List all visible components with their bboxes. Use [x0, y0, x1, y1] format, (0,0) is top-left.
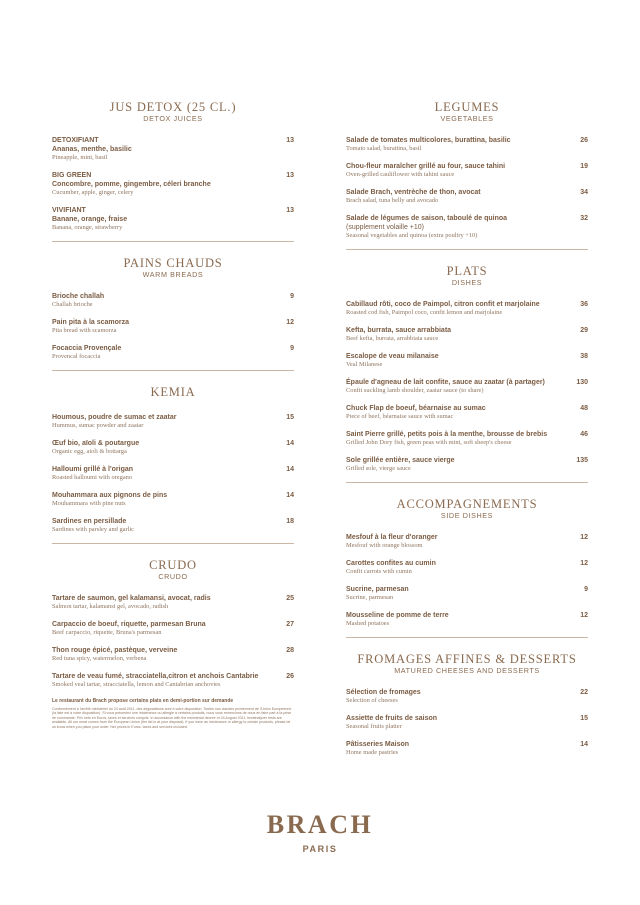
menu-item — [52, 136, 294, 162]
item-supplement: (supplement volaille +10) — [346, 224, 425, 231]
item-price: 12 — [580, 534, 588, 541]
item-translation: Beef kefta, burrata, arrabbiata sauce — [346, 335, 439, 342]
item-price: 15 — [580, 715, 588, 722]
item-name: Mouhammara aux pignons de pins — [52, 492, 168, 499]
item-translation: Sucrine, parmesan — [346, 594, 394, 601]
section-subtitle: DISHES — [451, 278, 483, 287]
menu-item — [52, 413, 294, 430]
item-name: Focaccia Provençale — [52, 345, 122, 352]
menu-item — [346, 326, 588, 343]
item-price: 9 — [584, 586, 588, 593]
menu-item — [52, 318, 294, 335]
item-name: Salade de légumes de saison, taboulé de quinoa — [346, 215, 508, 222]
left-column — [52, 100, 294, 729]
item-price: 19 — [580, 163, 588, 170]
item-price: 12 — [580, 560, 588, 567]
item-translation: Mesfouf with orange blossom — [346, 542, 423, 549]
menu-item — [52, 646, 294, 663]
section-crudo — [52, 558, 294, 689]
item-name: Chou-fleur maraîcher grillé au four, sauce tahini — [346, 163, 506, 170]
item-name: Thon rouge épicé, pastèque, verveine — [52, 647, 178, 654]
item-name: Sardines en persillade — [52, 518, 127, 525]
menu-item — [346, 456, 588, 473]
item-translation: Sardines with parsley and garlic — [52, 526, 134, 533]
item-name: Carottes confites au cumin — [346, 560, 436, 567]
brand-city: PARIS — [302, 844, 338, 854]
item-translation: Pineapple, mint, basil — [52, 154, 108, 161]
menu-item — [52, 171, 294, 197]
menu-item — [52, 206, 294, 232]
item-translation: Mouhammara with pine nuts — [52, 500, 126, 507]
item-name: Pain pita à la scamorza — [52, 319, 130, 326]
item-ingredients: Concombre, pomme, gingembre, céleri branche — [52, 181, 211, 188]
menu-item — [346, 611, 588, 628]
item-translation: Banana, orange, strawberry — [52, 224, 123, 231]
item-translation: Seasonal fruits platter — [346, 723, 402, 730]
item-name: Halloumi grillé à l'origan — [52, 466, 134, 473]
item-name: Tartare de veau fumé, stracciatella,citron et anchois Cantabrie — [52, 673, 259, 680]
item-price: 130 — [576, 379, 588, 386]
brand-logo — [0, 810, 640, 856]
item-price: 9 — [290, 345, 294, 352]
item-translation: Selection of cheeses — [346, 697, 398, 704]
menu-item — [346, 188, 588, 205]
item-price: 46 — [580, 431, 588, 438]
item-name: Mousseline de pomme de terre — [346, 612, 449, 619]
menu-item — [52, 594, 294, 611]
item-translation: Cucumber, apple, ginger, celery — [52, 189, 134, 196]
menu-item — [346, 162, 588, 179]
section-title: KEMIA — [150, 385, 196, 399]
item-name: Kefta, burrata, sauce arrabbiata — [346, 327, 452, 334]
item-name: Saint Pierre grillé, petits pois à la menthe, brousse de brebis — [346, 431, 548, 438]
item-price: 135 — [576, 457, 588, 464]
menu-item — [52, 439, 294, 456]
item-price: 14 — [286, 466, 294, 473]
section-subtitle: WARM BREADS — [142, 270, 204, 279]
item-translation: Confit carrots with cumin — [346, 568, 412, 575]
item-name: Mesfouf à la fleur d'oranger — [346, 534, 438, 541]
section-divider — [52, 241, 294, 242]
section-title: PAINS CHAUDS — [123, 256, 223, 270]
item-price: 36 — [580, 301, 588, 308]
menu-item — [52, 491, 294, 508]
section-subtitle: VEGETABLES — [440, 114, 494, 123]
brand-name: BRACH — [266, 810, 374, 839]
item-price: 13 — [286, 172, 294, 179]
menu-item — [52, 517, 294, 534]
item-translation: Oven-grilled cauliflower with tahini sauce — [346, 171, 455, 178]
item-translation: Piece of beef, béarnaise sauce with sumac — [346, 413, 454, 420]
menu-item — [52, 620, 294, 637]
item-name: Cabillaud rôti, coco de Paimpol, citron confit et marjolaine — [346, 301, 540, 308]
menu-item — [52, 465, 294, 482]
item-price: 26 — [286, 673, 294, 680]
section-side-dishes — [346, 497, 588, 638]
item-translation: Mashed potatoes — [346, 620, 390, 627]
item-price: 34 — [580, 189, 588, 196]
item-price: 26 — [580, 137, 588, 144]
item-name: Assiette de fruits de saison — [346, 715, 438, 722]
section-dishes — [346, 264, 588, 483]
menu-item — [346, 352, 588, 369]
menu-item — [346, 559, 588, 576]
item-translation: Home made pastries — [346, 749, 399, 756]
section-detox-juices — [52, 100, 294, 242]
menu-item — [346, 378, 588, 395]
item-translation: Beef carpaccio, riquette, Bruna's parmesan — [52, 629, 162, 636]
item-price: 32 — [580, 215, 588, 222]
item-name: VIVIFIANT — [52, 207, 86, 214]
item-price: 15 — [286, 414, 294, 421]
item-name: Brioche challah — [52, 293, 105, 300]
item-name: BIG GREEN — [52, 172, 92, 179]
item-translation: Tomato salad, burattina, basil — [346, 145, 422, 152]
section-subtitle: SIDE DISHES — [440, 511, 494, 520]
item-price: 29 — [580, 327, 588, 334]
section-subtitle: DETOX JUICES — [143, 114, 203, 123]
menu-item — [346, 714, 588, 731]
item-translation: Smoked veal tartar, stracciatella, lemon and Cantabrian anchovies — [52, 681, 221, 688]
item-price: 9 — [290, 293, 294, 300]
section-title: JUS DETOX (25 CL.) — [109, 100, 237, 114]
section-divider — [52, 543, 294, 544]
item-translation: Salmon tartar, kalamansi gel, avocado, radish — [52, 603, 169, 610]
item-translation: Provencal focaccia — [52, 353, 101, 360]
item-price: 48 — [580, 405, 588, 412]
item-name: Épaule d'agneau de lait confite, sauce au zaatar (à partager) — [346, 379, 545, 386]
item-price: 18 — [286, 518, 294, 525]
item-price: 38 — [580, 353, 588, 360]
section-title: PLATS — [446, 264, 488, 278]
section-divider — [346, 637, 588, 638]
item-translation: Pita bread with scamorza — [52, 327, 117, 334]
item-translation: Seasonal vegetables and quinoa (extra poultry +10) — [346, 232, 478, 239]
section-subtitle: CRUDO — [158, 572, 188, 581]
item-price: 14 — [580, 741, 588, 748]
item-name: Sélection de fromages — [346, 689, 421, 696]
right-column — [346, 100, 588, 766]
item-name: Salade de tomates multicolores, burattina, basilic — [346, 137, 511, 144]
menu-item — [346, 740, 588, 757]
item-price: 28 — [286, 647, 294, 654]
item-translation: Confit suckling lamb shoulder, zaatar sauce (to share) — [346, 387, 484, 394]
item-price: 14 — [286, 492, 294, 499]
menu-item — [346, 136, 588, 153]
section-warm-breads — [52, 256, 294, 371]
item-name: DETOXIFIANT — [52, 137, 99, 144]
item-name: Escalope de veau milanaise — [346, 353, 439, 360]
item-price: 14 — [286, 440, 294, 447]
item-name: Salade Brach, ventrèche de thon, avocat — [346, 189, 481, 196]
item-price: 22 — [580, 689, 588, 696]
item-price: 27 — [286, 621, 294, 628]
item-translation: Roasted cod fish, Paimpol coco, confit lemon and marjolaine — [346, 309, 503, 316]
menu-item — [52, 672, 294, 689]
section-subtitle: MATURED CHEESES AND DESSERTS — [394, 666, 540, 675]
item-name: Houmous, poudre de sumac et zaatar — [52, 414, 177, 421]
item-price: 12 — [286, 319, 294, 326]
item-name: Carpaccio de boeuf, riquette, parmesan Bruna — [52, 621, 206, 628]
item-translation: Roasted halloumi with oregano — [52, 474, 133, 481]
menu-item — [346, 214, 588, 240]
item-translation: Challah brioche — [52, 301, 93, 308]
item-translation: Veal Milanese — [346, 361, 383, 368]
section-divider — [346, 249, 588, 250]
item-price: 12 — [580, 612, 588, 619]
item-ingredients: Ananas, menthe, basilic — [52, 146, 132, 153]
section-cheeses-desserts — [346, 652, 588, 757]
menu-item — [346, 533, 588, 550]
item-translation: Hummus, sumac powder and zaatar — [52, 422, 144, 429]
menu-item — [346, 430, 588, 447]
note-text: Conformément à l'arrêté ministériel du 24 août 2011, des dégustations sont à votre disposition. Toutes nos viandes proviennent de l'Union Européenne (la liste est à votre disposition). Si vous présentez une intolérance ou allergie à certains produits, nous vous remercions de nous en faire part à la prise de commande. Prix nets en Euros, taxes et services compris. In accordance with the ministerial decree of 24 August 2011, breathalyzer tests are available. All our meat comes from the European Union (the list is at your disposal). If you have an intolerance or allergy to certain products, please let us know when you place your order. Net prices in Euros, taxes and services included. — [52, 707, 292, 729]
menu-item — [52, 344, 294, 361]
item-name: Tartare de saumon, gel kalamansi, avocat, radis — [52, 595, 211, 602]
menu-item — [346, 300, 588, 317]
item-name: Chuck Flap de boeuf, béarnaise au sumac — [346, 405, 486, 412]
section-title: CRUDO — [149, 558, 197, 572]
item-name: Œuf bio, aïoli & poutargue — [52, 440, 140, 447]
item-ingredients: Banane, orange, fraise — [52, 216, 128, 223]
note-title: Le restaurant du Brach propose certains plats en demi-portion sur demande — [52, 698, 234, 704]
section-title: ACCOMPAGNEMENTS — [396, 497, 538, 511]
menu-item — [52, 292, 294, 309]
item-price: 25 — [286, 595, 294, 602]
item-name: Sole grillée entière, sauce vierge — [346, 457, 455, 464]
section-title: FROMAGES AFFINES & DESSERTS — [357, 652, 577, 666]
item-translation: Brach salad, tuna belly and avocado — [346, 197, 439, 204]
item-name: Pâtisseries Maison — [346, 741, 410, 748]
item-price: 13 — [286, 207, 294, 214]
menu-item — [346, 688, 588, 705]
section-kemia — [52, 385, 294, 544]
item-translation: Organic egg, aioli & bottarga — [52, 448, 127, 455]
item-price: 13 — [286, 137, 294, 144]
menu-item — [346, 585, 588, 602]
item-translation: Grilled sole, vierge sauce — [346, 465, 411, 472]
legal-note — [52, 698, 294, 729]
section-divider — [346, 482, 588, 483]
menu-item — [346, 404, 588, 421]
section-title: LEGUMES — [434, 100, 500, 114]
item-translation: Grilled John Dory fish, green peas with mint, soft sheep's cheese — [346, 439, 512, 446]
item-name: Sucrine, parmesan — [346, 586, 409, 593]
section-divider — [52, 370, 294, 371]
section-vegetables — [346, 100, 588, 250]
item-translation: Red tuna spicy, watermelon, verbena — [52, 655, 147, 662]
